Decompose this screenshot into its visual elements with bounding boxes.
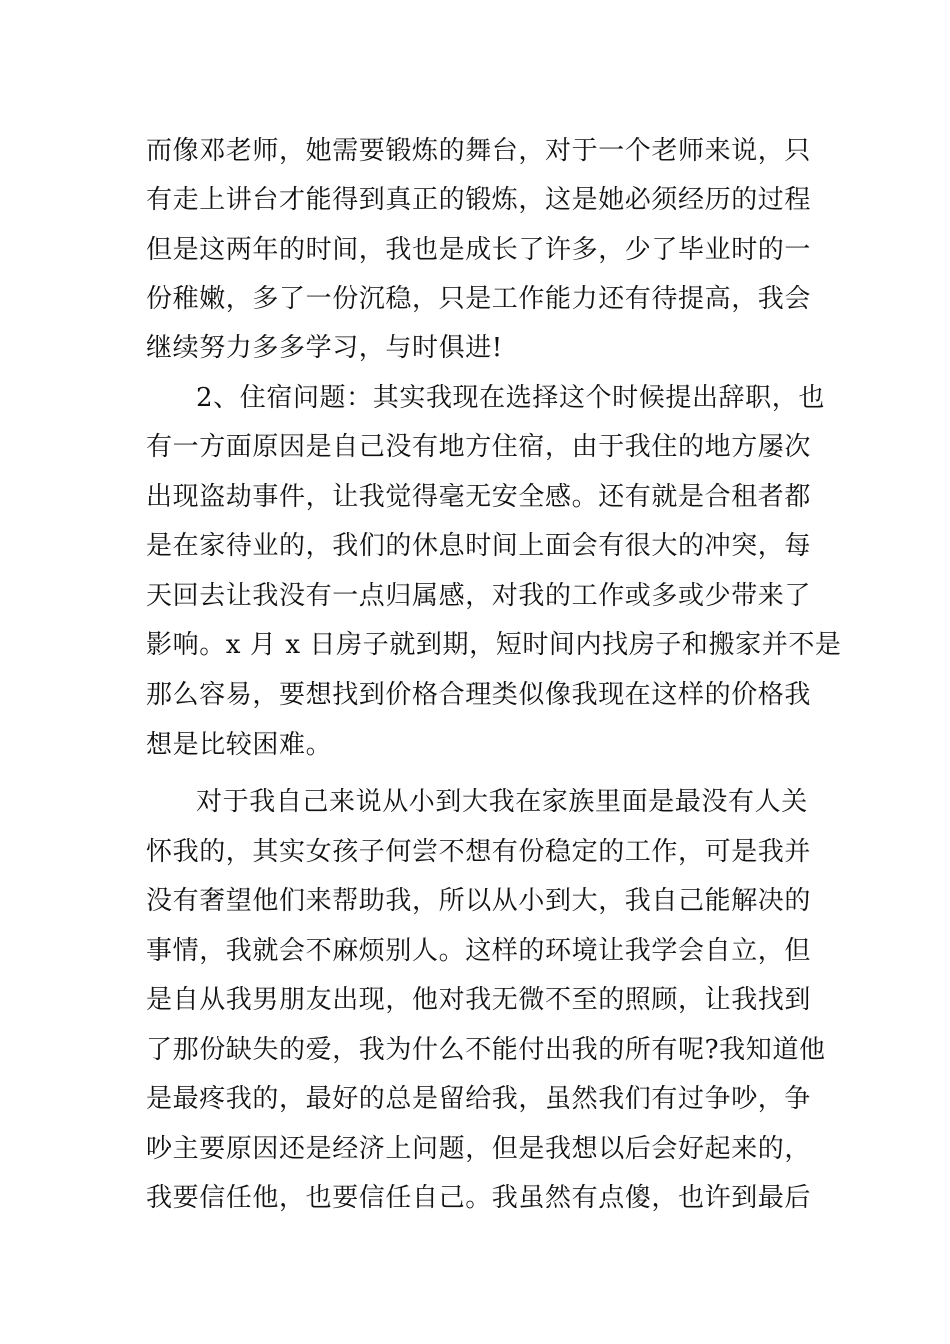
text-line: 出现盗劫事件，让我觉得毫无安全感。还有就是合租者都 <box>146 482 812 512</box>
text-line: 了那份缺失的爱，我为什么不能付出我的所有呢?我知道他 <box>146 1035 826 1065</box>
text-line: 继续努力多多学习，与时俱进! <box>146 333 503 363</box>
text-line: 影响。x 月 x 日房子就到期，短时间内找房子和搬家并不是 <box>146 630 842 660</box>
text-line: 是自从我男朋友出现，他对我无微不至的照顾，让我找到 <box>146 985 812 1015</box>
text-line: 对于我自己来说从小到大我在家族里面是最没有人关 <box>196 787 808 817</box>
text-line: 想是比较困难。 <box>146 730 333 760</box>
text-line: 天回去让我没有一点归属感，对我的工作或多或少带来了 <box>146 581 812 611</box>
text-line: 是最疼我的，最好的总是留给我，虽然我们有过争吵，争 <box>146 1084 812 1114</box>
text-line: 份稚嫩，多了一份沉稳，只是工作能力还有待提高，我会 <box>146 284 812 314</box>
text-line: 有一方面原因是自己没有地方住宿，由于我住的地方屡次 <box>146 432 812 462</box>
text-line: 是在家待业的，我们的休息时间上面会有很大的冲突，每 <box>146 531 812 561</box>
text-line: 2、住宿问题：其实我现在选择这个时候提出辞职，也 <box>196 383 825 413</box>
text-line: 事情，我就会不麻烦别人。这样的环境让我学会自立，但 <box>146 936 812 966</box>
text-line: 吵主要原因还是经济上问题，但是我想以后会好起来的， <box>146 1134 812 1164</box>
text-line: 但是这两年的时间，我也是成长了许多，少了毕业时的一 <box>146 235 812 265</box>
text-line: 那么容易，要想找到价格合理类似像我现在这样的价格我 <box>146 680 812 710</box>
text-line: 而像邓老师，她需要锻炼的舞台，对于一个老师来说，只 <box>146 136 812 166</box>
text-line: 没有奢望他们来帮助我，所以从小到大，我自己能解决的 <box>146 886 812 916</box>
text-line: 怀我的，其实女孩子何尝不想有份稳定的工作，可是我并 <box>146 837 812 867</box>
text-line: 我要信任他，也要信任自己。我虽然有点傻，也许到最后 <box>146 1183 812 1213</box>
text-line: 有走上讲台才能得到真正的锻炼，这是她必须经历的过程 <box>146 185 812 215</box>
